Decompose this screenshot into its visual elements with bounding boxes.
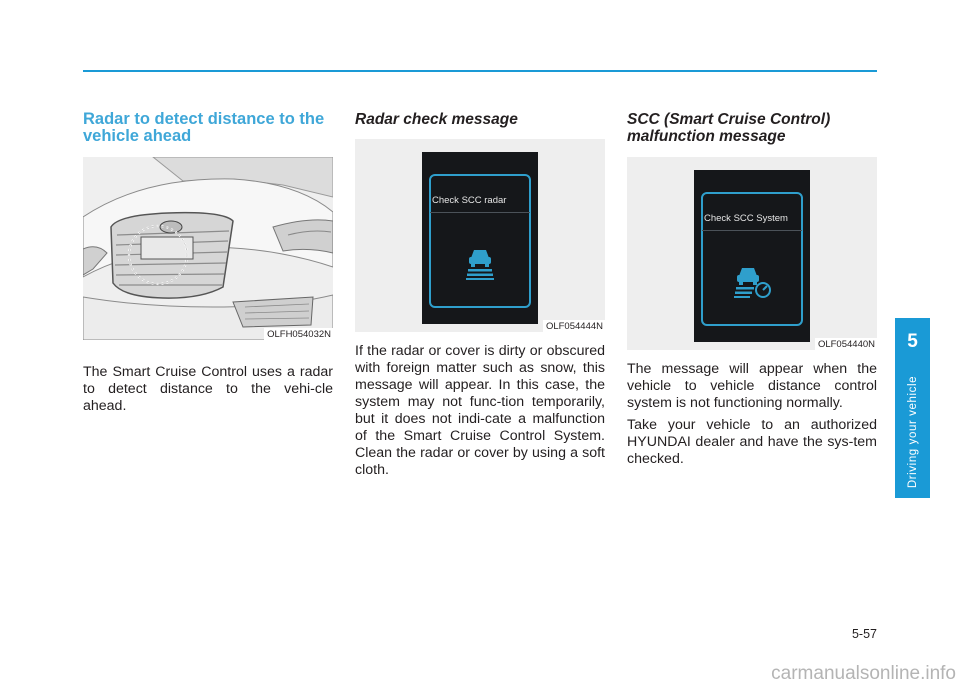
chapter-label: Driving your vehicle [906, 375, 919, 489]
section-radar-distance [83, 110, 333, 414]
section-body [83, 364, 333, 420]
figure-code: OLF054444N [543, 320, 605, 332]
section-radar-check [355, 111, 605, 478]
cluster-message: Check SCC radar [432, 195, 507, 206]
radar-blocked-icon [462, 244, 498, 280]
scc-malfunction-icon [730, 262, 774, 298]
header-rule [83, 70, 877, 72]
section-body [627, 361, 877, 473]
scc-malfunction-figure [627, 157, 877, 350]
car-front-radar-illustration [83, 157, 333, 340]
chapter-number: 5 [907, 331, 918, 352]
section-scc-malfunction [627, 111, 877, 467]
radar-check-figure [355, 139, 605, 332]
section-body [355, 343, 605, 484]
body-paragraph: Take your vehicle to an authorized HYUNDAI dealer and have the sys-tem checked. [627, 417, 877, 467]
cluster-display [694, 170, 810, 342]
section-heading: Radar check message [355, 111, 518, 128]
chapter-tab[interactable] [895, 318, 930, 498]
cluster-message: Check SCC System [704, 213, 788, 224]
chapter-label-box [895, 366, 930, 498]
cluster-display [422, 152, 538, 324]
body-paragraph: The Smart Cruise Control uses a radar to detect distance to the vehi-cle ahead. [83, 364, 333, 414]
body-paragraph: The message will appear when the vehicle to vehicle distance control system is not functioning normally. [627, 361, 877, 411]
cluster-divider [430, 212, 530, 213]
car-front-figure [83, 157, 333, 340]
cluster-divider [702, 230, 802, 231]
page-number: 5-57 [851, 627, 877, 641]
section-heading: SCC (Smart Cruise Control) malfunction message [627, 111, 831, 145]
watermark: carmanualsonline.info [771, 663, 956, 684]
body-paragraph: If the radar or cover is dirty or obscured with foreign matter such as snow, this message will appear. In this case, the system may not func-tion temporarily, but it does not indi-cate a malfunction of the Smart Cruise Control System. Clean the radar or cover by using a soft cloth. [355, 343, 605, 478]
figure-code: OLFH054032N [264, 328, 333, 340]
figure-code: OLF054440N [815, 338, 877, 350]
section-heading: Radar to detect distance to the vehicle ahead [83, 110, 325, 145]
